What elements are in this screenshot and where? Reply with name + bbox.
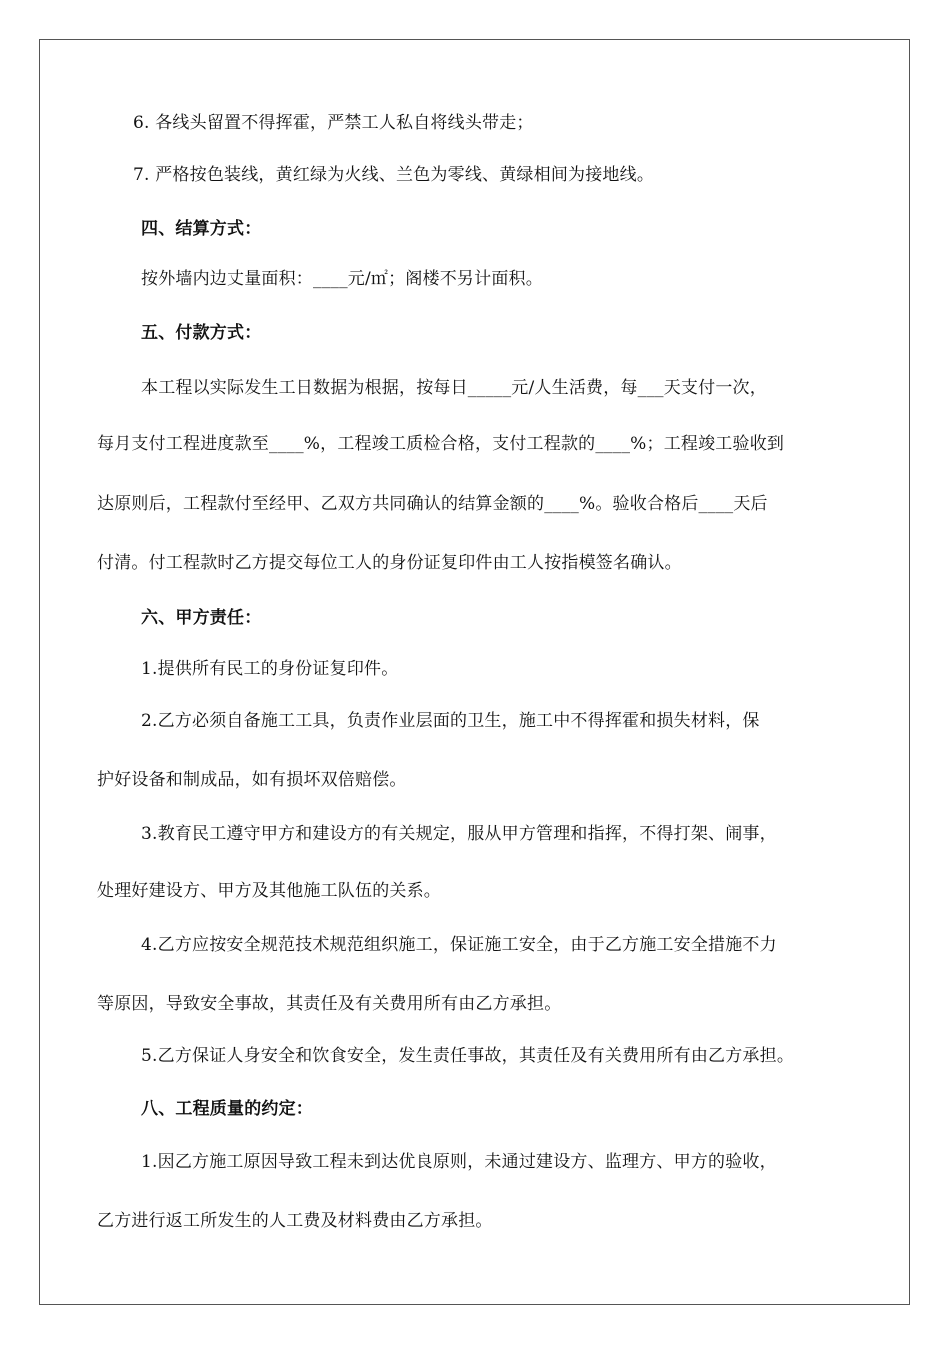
section-8-heading: 八、工程质量的约定： <box>141 1099 313 1119</box>
party-a-item-2-line-1: 2.乙方必须自备施工工具，负责作业层面的卫生，施工中不得挥霍和损失材料，保 <box>141 711 760 731</box>
payment-text-line-1: 本工程以实际发生工日数据为根据，按每日_____元/人生活费，每___天支付一次， <box>141 378 767 398</box>
party-a-item-3-line-2: 处理好建设方、甲方及其他施工队伍的关系。 <box>97 881 441 901</box>
party-a-item-4-line-1: 4.乙方应按安全规范技术规范组织施工，保证施工安全，由于乙方施工安全措施不力 <box>141 935 777 955</box>
party-a-item-2-line-2: 护好设备和制成品，如有损坏双倍赔偿。 <box>97 770 407 790</box>
party-a-item-4-line-2: 等原因，导致安全事故，其责任及有关费用所有由乙方承担。 <box>97 994 562 1014</box>
item-6-wire-ends: 6. 各线头留置不得挥霍，严禁工人私自将线头带走； <box>133 113 534 133</box>
payment-text-line-3: 达原则后，工程款付至经甲、乙双方共同确认的结算金额的____%。验收合格后____天后 <box>97 494 768 514</box>
party-a-item-5: 5.乙方保证人身安全和饮食安全，发生责任事故，其责任及有关费用所有由乙方承担。 <box>141 1046 795 1066</box>
section-5-heading: 五、付款方式： <box>141 323 262 343</box>
quality-item-1-line-2: 乙方进行返工所发生的人工费及材料费由乙方承担。 <box>97 1211 493 1231</box>
section-6-heading: 六、甲方责任： <box>141 608 262 628</box>
settlement-text: 按外墙内边丈量面积：____元/㎡；阁楼不另计面积。 <box>141 269 543 289</box>
item-7-wire-colors: 7. 严格按色装线，黄红绿为火线、兰色为零线、黄绿相间为接地线。 <box>133 165 655 185</box>
party-a-item-1: 1.提供所有民工的身份证复印件。 <box>141 659 399 679</box>
quality-item-1-line-1: 1.因乙方施工原因导致工程未到达优良原则，未通过建设方、监理方、甲方的验收， <box>141 1152 777 1172</box>
section-4-heading: 四、结算方式： <box>141 219 262 239</box>
party-a-item-3-line-1: 3.教育民工遵守甲方和建设方的有关规定，服从甲方管理和指挥，不得打架、闹事， <box>141 824 777 844</box>
payment-text-line-4: 付清。付工程款时乙方提交每位工人的身份证复印件由工人按指模签名确认。 <box>97 553 682 573</box>
payment-text-line-2: 每月支付工程进度款至____%，工程竣工质检合格，支付工程款的____%；工程竣工验收到 <box>97 434 785 454</box>
